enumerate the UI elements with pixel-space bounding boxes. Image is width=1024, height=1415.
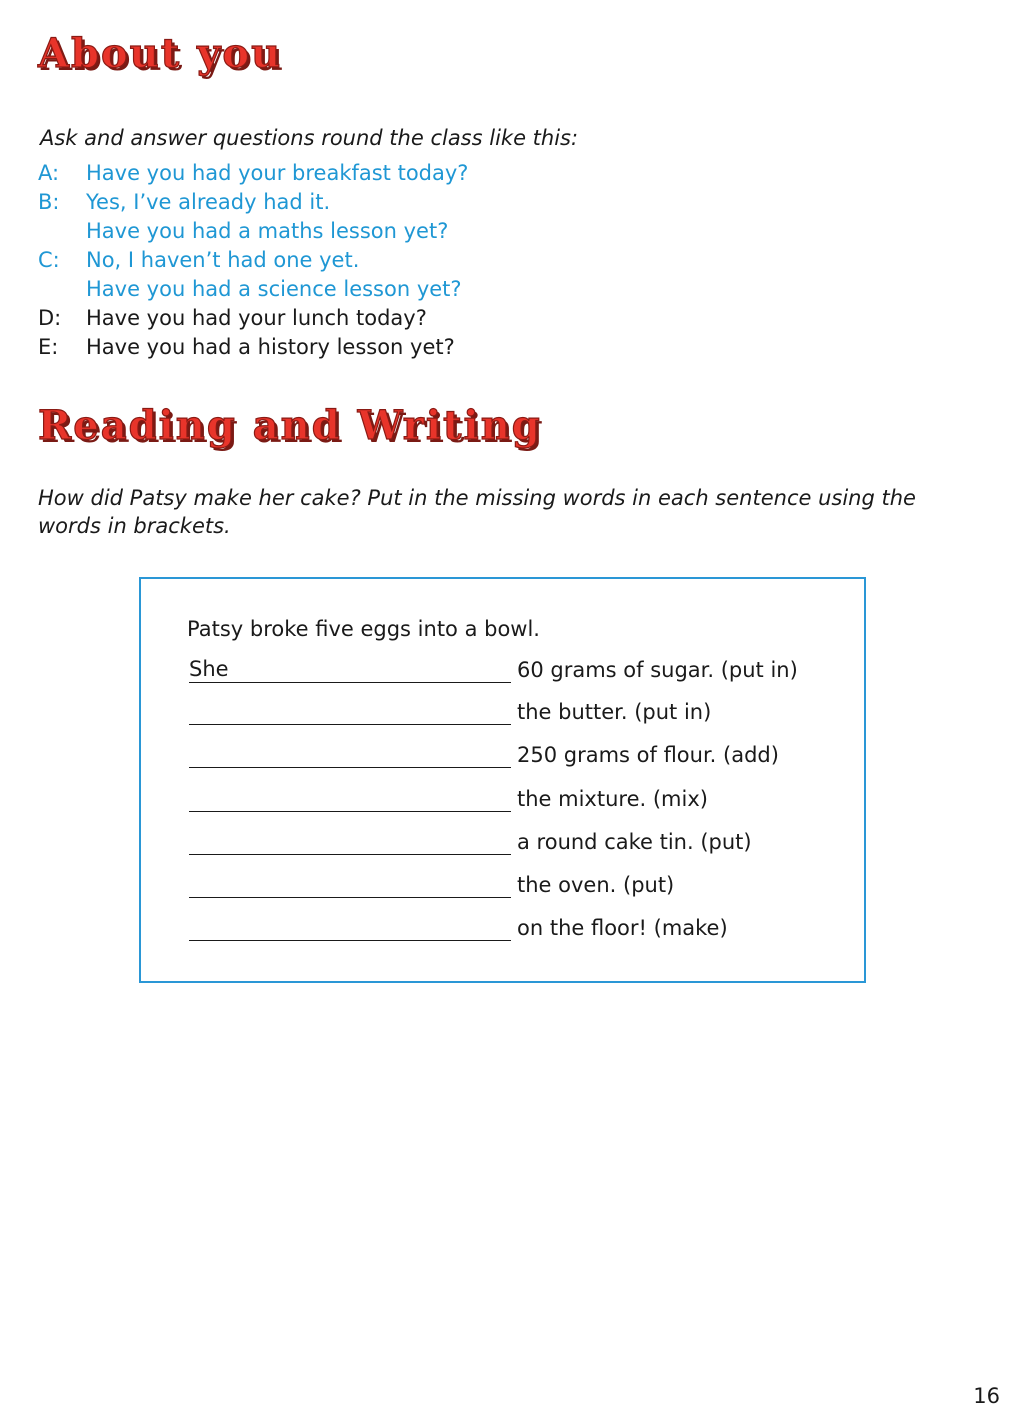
dialogue-line [38, 217, 638, 246]
dialogue-speaker: C: [38, 248, 60, 272]
dialogue-text: Have you had a history lesson yet? [86, 335, 455, 359]
sentence-rest: the butter. (put in) [517, 700, 712, 724]
sentence-rest: a round cake tin. (put) [517, 830, 752, 854]
answer-blank[interactable] [189, 914, 511, 941]
reading-writing-heading: Reading and Writing [38, 402, 542, 449]
exercise-row [189, 738, 869, 768]
sentence-rest: 60 grams of sugar. (put in) [517, 658, 798, 682]
exercise-row [189, 695, 869, 725]
dialogue-line [38, 159, 638, 188]
dialogue-list [38, 159, 638, 362]
sentence-rest: the mixture. (mix) [517, 787, 708, 811]
answer-blank[interactable] [189, 785, 511, 812]
dialogue-speaker: E: [38, 335, 59, 359]
sentence-rest: on the floor! (make) [517, 916, 728, 940]
dialogue-line [38, 188, 638, 217]
answer-blank[interactable] [189, 828, 511, 855]
dialogue-text: Have you had a science lesson yet? [86, 277, 462, 301]
answer-blank[interactable]: She [189, 656, 511, 683]
exercise-row [189, 825, 869, 855]
dialogue-text: Have you had your lunch today? [86, 306, 427, 330]
answer-blank[interactable] [189, 741, 511, 768]
exercise-row [189, 653, 869, 683]
dialogue-line [38, 333, 638, 362]
answer-blank[interactable] [189, 871, 511, 898]
dialogue-speaker: A: [38, 161, 60, 185]
exercise-row [189, 868, 869, 898]
dialogue-line [38, 304, 638, 333]
sentence-rest: the oven. (put) [517, 873, 675, 897]
dialogue-text: Have you had a maths lesson yet? [86, 219, 449, 243]
page-number: 16 [973, 1384, 1000, 1408]
dialogue-line [38, 246, 638, 275]
exercise-row [189, 911, 869, 941]
dialogue-text: No, I haven’t had one yet. [86, 248, 360, 272]
exercise-box [139, 577, 866, 983]
dialogue-text: Have you had your breakfast today? [86, 161, 469, 185]
dialogue-text: Yes, I’ve already had it. [86, 190, 331, 214]
sentence-rest: 250 grams of flour. (add) [517, 743, 779, 767]
dialogue-speaker: D: [38, 306, 62, 330]
answer-blank[interactable] [189, 698, 511, 725]
about-instruction: Ask and answer questions round the class like this: [40, 126, 579, 150]
first-sentence: Patsy broke five eggs into a bowl. [187, 617, 540, 641]
reading-instruction: How did Patsy make her cake? Put in the missing words in each sentence using the words in brackets. [38, 486, 916, 538]
dialogue-speaker: B: [38, 190, 60, 214]
exercise-row [189, 782, 869, 812]
about-you-heading: About you [38, 30, 283, 77]
dialogue-line [38, 275, 638, 304]
